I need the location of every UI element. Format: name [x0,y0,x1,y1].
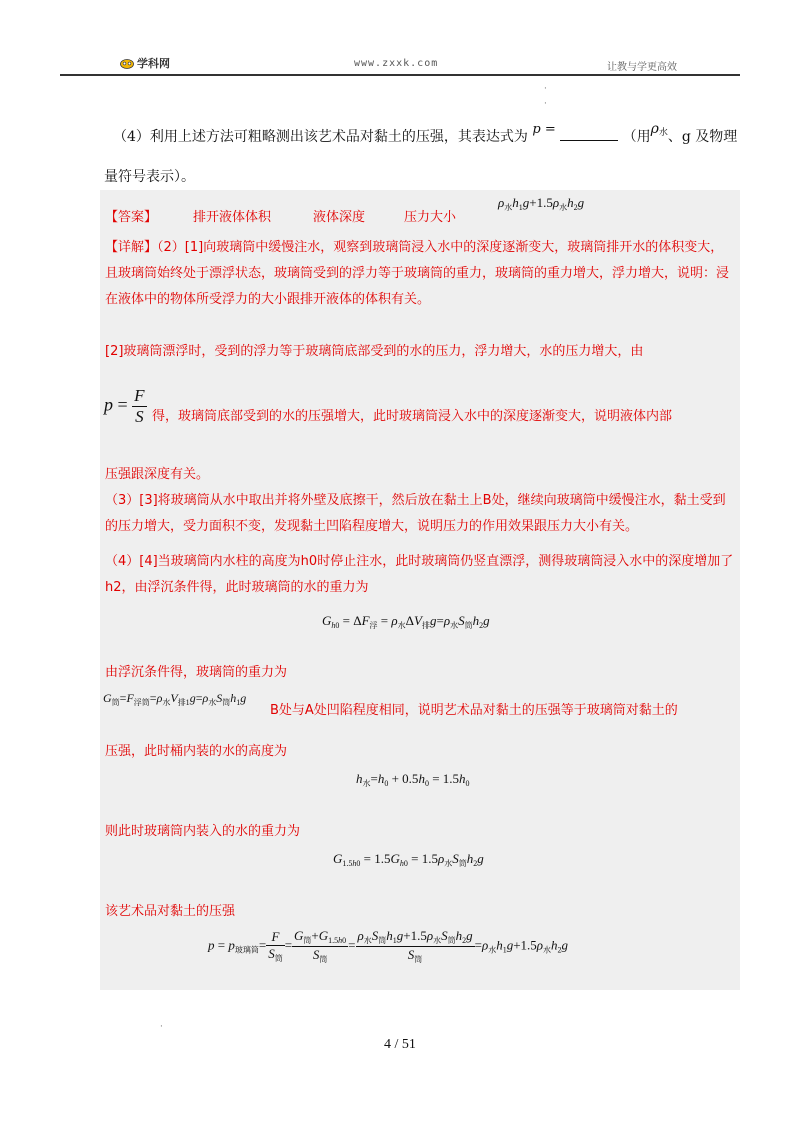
detail-paragraph-6a: B处与A处凹陷程度相同，说明艺术品对黏土的压强等于玻璃筒对黏土的 [270,703,678,718]
answer-item: 压力大小 [404,210,457,225]
detail-paragraph-5: 由浮沉条件得，玻璃筒的重力为 [105,665,288,680]
detail-paragraph-2: [2]玻璃筒漂浮时，受到的浮力等于玻璃筒底部受到的水的压力，浮力增大，水的压力增大，由 [105,344,644,359]
site-url[interactable]: www.zxxk.com [354,58,439,69]
logo-text: 学科网 [137,57,170,70]
site-slogan: 让教与学更高效 [607,62,677,73]
detail-label: 【详解】 [105,240,158,255]
paren-open: （用 [622,129,651,145]
formula-tube-weight: $G_筒=F_{浮筒}=\rho_水V_{排1}g=\rho_水S_筒h_1g$ [103,691,247,707]
detail-paragraph-2b: 得，玻璃筒底部受到的水的压强增大，此时玻璃筒浸入水中的深度逐渐变大，说明液体内部 [152,409,673,424]
question-tail: 、g 及物理 [667,129,738,145]
question-text: （4）利用上述方法可粗略测出该艺术品对黏土的压强，其表达式为 [113,129,528,145]
formula-water-weight: $G_{h0} = \Delta F_浮 = \rho_水\Delta V_排g=\rho_水S_筒h_2g$ [322,613,490,630]
answer-item: 排开液体体积 [193,210,272,225]
question-line-1 [113,121,738,146]
detail-paragraph-4: （4）[4]当玻璃筒内水柱的高度为h0时停止注水，此时玻璃筒仍竖直漂浮，测得玻璃筒浸入水中的深度增加了h2，由浮沉条件得，此时玻璃筒的水的重力为 [105,554,734,595]
answer-blank [560,128,618,141]
formula-final-pressure: $p = p_{玻璃筒}=$ $\frac{F}{S_筒}$ = $\frac{G_筒+G_{1.5h0}}{S_筒}$ = $\frac{\rho_水S_筒h_1g+1.5\rho_水S_筒h_2g}{S_筒}$ $=\rho_水h_1g+1.5\rho_水h_2g$ [208,928,569,964]
header-divider [60,74,740,76]
answer-formula: $\rho_水h_1g+1.5\rho_水h_2g$ [498,195,585,212]
detail-paragraph-7: 则此时玻璃筒内装入的水的重力为 [105,824,301,839]
answer-label: 【答案】 [105,210,158,225]
detail-paragraph-3: （3）[3]将玻璃筒从水中取出并将外壁及底擦干，然后放在黏土上B处，继续向玻璃筒中缓慢注水，黏土受到的压力增大，受力面积不变，发现黏土凹陷程度增大，说明压力的作用效果跟压力大小有关。 [105,493,726,534]
detail-paragraph-1 [105,235,735,313]
pressure-symbol: p = [532,122,556,137]
question-line-2: 量符号表示）。 [104,169,195,185]
formula-p-f-s: p = $\frac{F}{S}$ [104,386,145,426]
decor-dot: · [544,99,547,109]
formula-g15: $G_{1.5h0} = 1.5G_{h0} = 1.5\rho_水S_筒h_2g$ [333,851,484,868]
page-number: 4 / 51 [384,1037,416,1052]
detail-paragraph-6b: 压强，此时桶内装的水的高度为 [105,744,288,759]
rho-symbol: ρ [650,121,659,137]
detail-text: （2）[1]向玻璃筒中缓慢注水，观察到玻璃筒浸入水中的深度逐渐变大，玻璃筒排开水的体积变大，且玻璃筒始终处于漂浮状态，玻璃筒受到的浮力等于玻璃筒的重力，玻璃筒的重力增大，浮力增大，说明：浸在液体中的物体所受浮力的大小跟排开液体的体积有关。 [105,240,730,307]
site-logo[interactable] [120,55,170,71]
decor-dot: · [160,1022,163,1032]
logo-icon [120,57,134,69]
answer-item: 液体深度 [313,210,366,225]
detail-paragraph-2c: 压强跟深度有关。 [105,467,210,482]
formula-water-height: $h_水=h_0 + 0.5h_0 = 1.5h_0$ [356,771,470,788]
detail-paragraph-8: 该艺术品对黏土的压强 [105,904,236,919]
rho-subscript: 水 [658,128,668,138]
decor-dot: · [544,84,547,94]
